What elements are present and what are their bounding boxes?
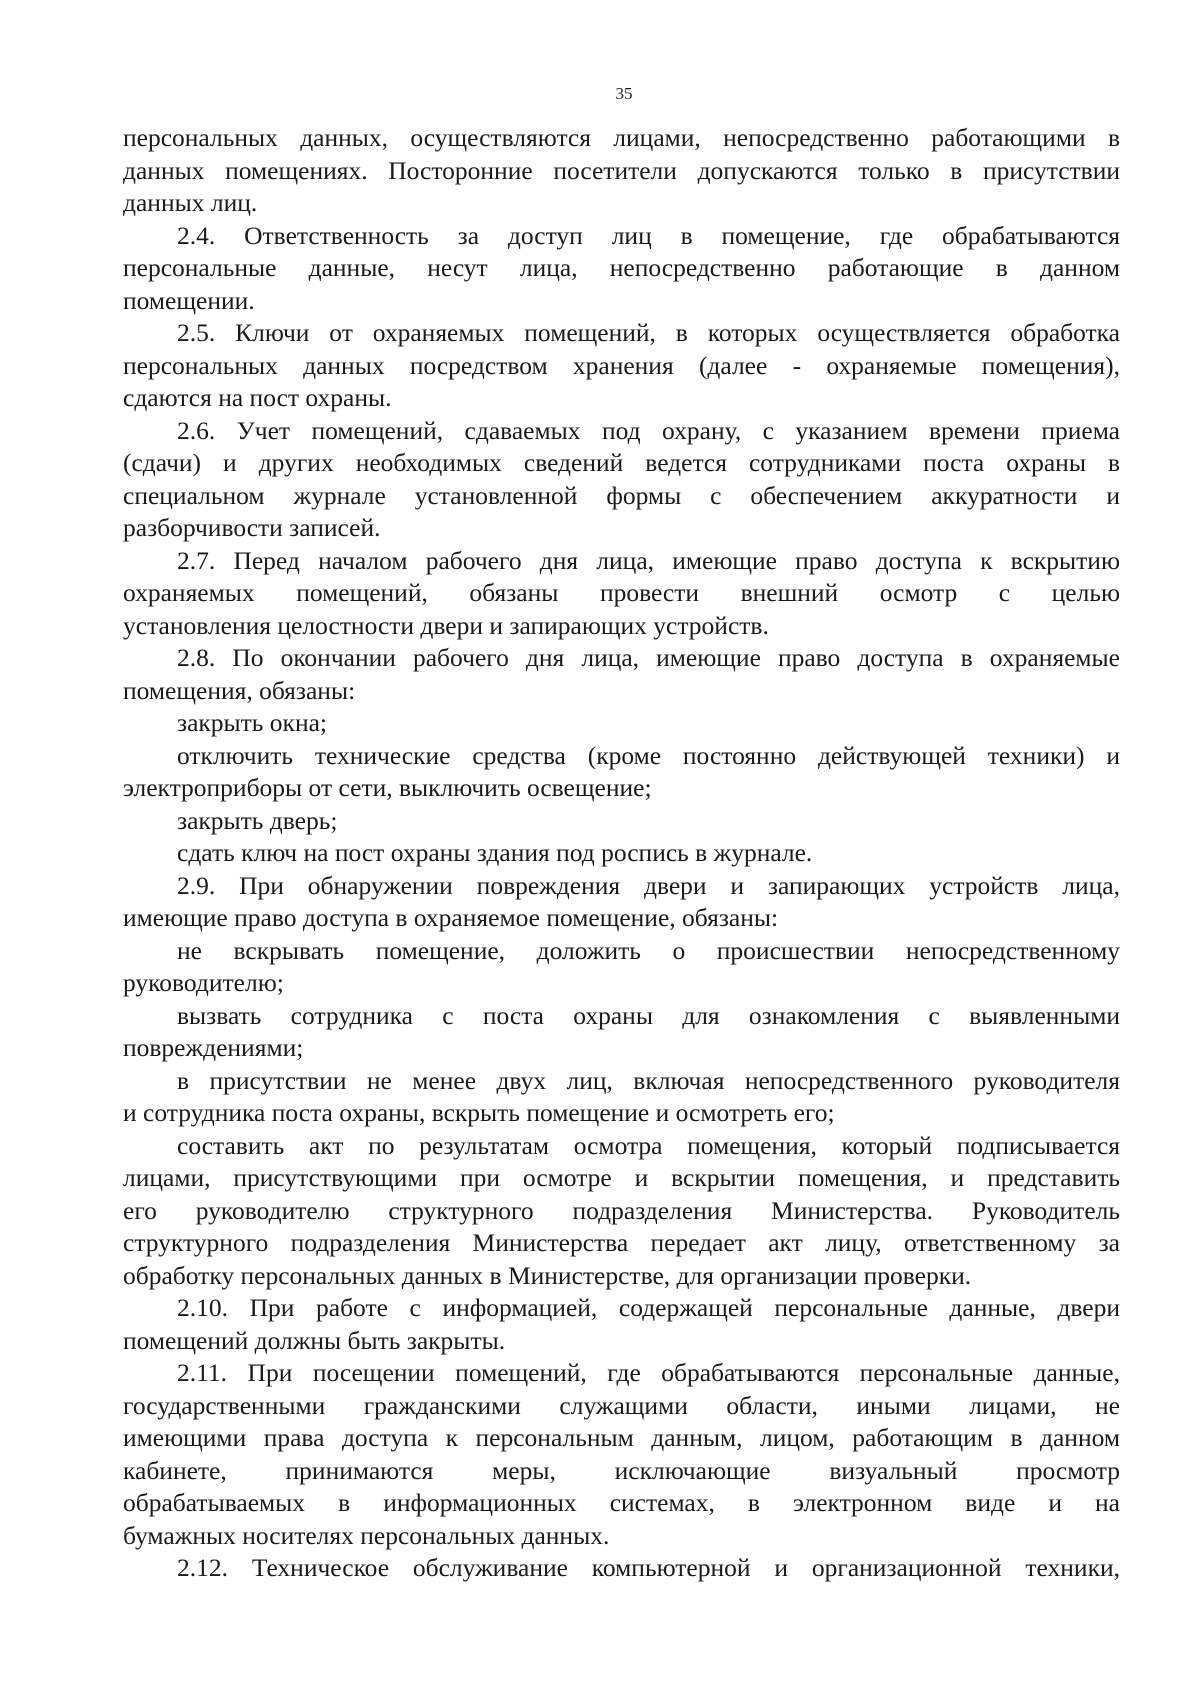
text-line: его руководителю структурного подразделения Министерства. Руководитель <box>123 1195 1120 1225</box>
text-line: 2.8. По окончании рабочего дня лица, имеющие право доступа в охраняемые <box>177 643 1120 672</box>
text-line: обрабатываемых в информационных системах, в электронном виде и на <box>123 1488 1120 1517</box>
text-line: не вскрывать помещение, доложить о происшествии непосредственному <box>177 935 1120 965</box>
text-line: 2.9. При обнаружении повреждения двери и запирающих устройств лица, <box>177 870 1120 900</box>
text-line: в присутствии не менее двух лиц, включая непосредственного руководителя <box>177 1065 1120 1095</box>
text-line: кабинете, принимаются меры, исключающие визуальный просмотр <box>123 1455 1120 1485</box>
text-line: сдаются на пост охраны. <box>123 383 392 412</box>
text-line: разборчивости записей. <box>123 513 381 542</box>
text-line: помещения, обязаны: <box>123 675 356 705</box>
text-line: 2.12. Техническое обслуживание компьютерной и организационной техники, <box>177 1553 1120 1582</box>
text-line: помещении. <box>123 285 255 315</box>
text-line: отключить технические средства (кроме постоянно действующей техники) и <box>177 740 1120 770</box>
text-line: структурного подразделения Министерства передает акт лицу, ответственному за <box>123 1228 1120 1257</box>
text-line: обработку персональных данных в Министерстве, для организации проверки. <box>123 1260 972 1290</box>
text-line: вызвать сотрудника с поста охраны для ознакомления с выявленными <box>177 1000 1120 1030</box>
text-line: имеющие право доступа в охраняемое помещение, обязаны: <box>123 903 779 932</box>
text-line: персональных данных посредством хранения (далее - охраняемые помещения), <box>123 350 1120 380</box>
text-line: 2.4. Ответственность за доступ лиц в помещение, где обрабатываются <box>177 220 1120 250</box>
text-line: помещений должны быть закрыты. <box>123 1325 506 1355</box>
text-line: (сдачи) и других необходимых сведений ведется сотрудниками поста охраны в <box>123 448 1120 477</box>
text-line: 2.7. Перед началом рабочего дня лица, имеющие право доступа к вскрытию <box>177 545 1120 575</box>
text-line: имеющими права доступа к персональным данным, лицом, работающим в данном <box>123 1423 1120 1452</box>
text-line: специальном журнале установленной формы с обеспечением аккуратности и <box>123 480 1120 510</box>
page-number: 35 <box>615 84 633 103</box>
text-line: данных лиц. <box>123 188 258 217</box>
text-line: и сотрудника поста охраны, вскрыть помещение и осмотреть его; <box>123 1098 835 1127</box>
text-line: сдать ключ на пост охраны здания под роспись в журнале. <box>177 838 813 867</box>
text-line: 2.10. При работе с информацией, содержащей персональные данные, двери <box>177 1293 1120 1322</box>
text-line: повреждениями; <box>123 1033 304 1062</box>
text-line: 2.11. При посещении помещений, где обрабатываются персональные данные, <box>177 1358 1120 1387</box>
text-line: электроприборы от сети, выключить освещение; <box>123 773 652 802</box>
text-line: персональных данных, осуществляются лицами, непосредственно работающими в <box>123 123 1120 152</box>
text-line: составить акт по результатам осмотра помещения, который подписывается <box>177 1130 1120 1160</box>
text-line: установления целостности двери и запирающих устройств. <box>123 610 769 640</box>
text-line: 2.6. Учет помещений, сдаваемых под охрану, с указанием времени приема <box>177 415 1120 445</box>
text-line: охраняемых помещений, обязаны провести внешний осмотр с целью <box>123 578 1120 607</box>
text-line: закрыть окна; <box>177 708 327 737</box>
text-line: государственными гражданскими служащими области, иными лицами, не <box>123 1390 1120 1420</box>
text-line: закрыть дверь; <box>177 805 338 835</box>
text-line: данных помещениях. Посторонние посетители допускаются только в присутствии <box>123 155 1120 185</box>
text-line: персональные данные, несут лица, непосредственно работающие в данном <box>123 253 1120 282</box>
text-line: лицами, присутствующими при осмотре и вскрытии помещения, и представить <box>123 1163 1120 1192</box>
document-body <box>123 122 1120 1585</box>
text-line: 2.5. Ключи от охраняемых помещений, в которых осуществляется обработка <box>177 318 1120 347</box>
text-line: руководителю; <box>123 968 284 997</box>
text-line: бумажных носителях персональных данных. <box>123 1520 610 1550</box>
